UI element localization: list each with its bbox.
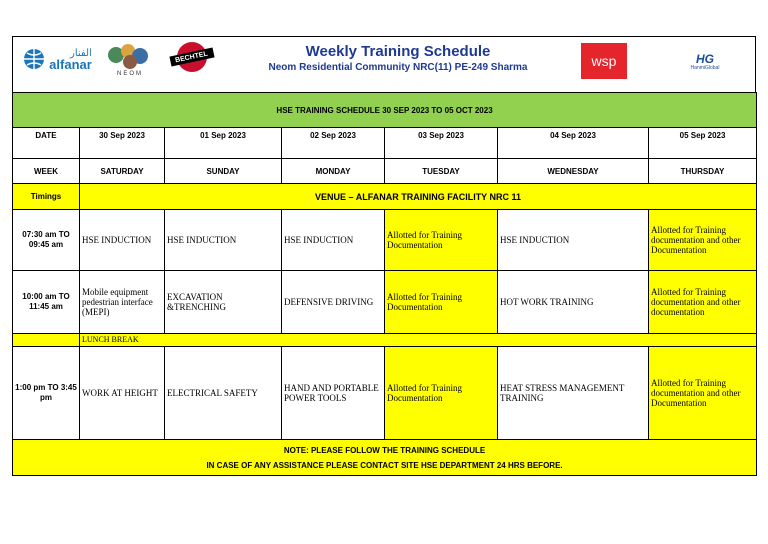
slot-row	[13, 210, 757, 271]
date-cell: 30 Sep 2023	[80, 128, 165, 159]
alfanar-logo	[17, 45, 97, 73]
slot-cell: HOT WORK TRAINING	[498, 271, 649, 334]
hanmi-logo	[675, 49, 735, 75]
slot-cell: HSE INDUCTION	[282, 210, 385, 271]
training-schedule-sheet	[12, 36, 756, 476]
note-cell	[13, 440, 757, 476]
slot-cell: ELECTRICAL SAFETY	[165, 347, 282, 440]
date-cell: 02 Sep 2023	[282, 128, 385, 159]
wsp-logo	[581, 43, 627, 79]
lunch-break: LUNCH BREAK	[80, 334, 757, 347]
note-row	[13, 440, 757, 476]
slot-time: 10:00 am TO 11:45 am	[13, 271, 80, 334]
document-header	[12, 36, 756, 92]
slot-cell: Mobile equipment pedestrian interface (MEPI)	[80, 271, 165, 334]
day-cell: MONDAY	[282, 159, 385, 184]
slot-cell: Allotted for Training Documentation	[385, 210, 498, 271]
page-title: Weekly Training Schedule	[305, 43, 491, 60]
slot-cell: Allotted for Training documentation and other documentation	[649, 271, 757, 334]
date-cell: 04 Sep 2023	[498, 128, 649, 159]
date-label: DATE	[13, 128, 80, 159]
banner-row	[13, 93, 757, 128]
slot-cell: HSE INDUCTION	[498, 210, 649, 271]
venue-row	[13, 184, 757, 210]
week-label: WEEK	[13, 159, 80, 184]
note-line-1: NOTE: PLEASE FOLLOW THE TRAINING SCHEDULE	[283, 445, 486, 455]
document-title-block	[233, 43, 563, 75]
slot-cell: DEFENSIVE DRIVING	[282, 271, 385, 334]
date-row	[13, 128, 757, 159]
bechtel-logo	[169, 40, 215, 74]
slot-cell: HEAT STRESS MANAGEMENT TRAINING	[498, 347, 649, 440]
slot-cell: HAND AND PORTABLE POWER TOOLS	[282, 347, 385, 440]
schedule-table	[12, 92, 757, 476]
day-cell: WEDNESDAY	[498, 159, 649, 184]
slot-time: 07:30 am TO 09:45 am	[13, 210, 80, 271]
neom-emblem-icon	[106, 43, 154, 71]
wsp-text: wsp	[591, 53, 617, 69]
slot-time: 1:00 pm TO 3:45 pm	[13, 347, 80, 440]
slot-cell: Allotted for Training Documentation	[385, 347, 498, 440]
slot-cell: Allotted for Training documentation and other Documentation	[649, 210, 757, 271]
week-row	[13, 159, 757, 184]
day-cell: TUESDAY	[385, 159, 498, 184]
lunch-spacer	[13, 334, 80, 347]
slot-cell: HSE INDUCTION	[80, 210, 165, 271]
neom-text: NEOM	[117, 71, 143, 77]
venue-text: VENUE – ALFANAR TRAINING FACILITY NRC 11	[80, 184, 757, 210]
schedule-banner: HSE TRAINING SCHEDULE 30 SEP 2023 TO 05 OCT 2023	[13, 93, 757, 128]
hanmi-text: HanmiGlobal	[690, 64, 720, 71]
slot-row	[13, 347, 757, 440]
slot-row	[13, 271, 757, 334]
slot-cell: WORK AT HEIGHT	[80, 347, 165, 440]
day-cell: SATURDAY	[80, 159, 165, 184]
day-cell: THURSDAY	[649, 159, 757, 184]
lunch-row	[13, 334, 757, 347]
slot-cell: HSE INDUCTION	[165, 210, 282, 271]
page-subtitle: Neom Residential Community NRC(11) PE-249 Sharma	[268, 62, 528, 73]
date-cell: 03 Sep 2023	[385, 128, 498, 159]
neom-logo	[105, 40, 155, 80]
bechtel-text: BECHTEL	[175, 50, 209, 64]
date-cell: 01 Sep 2023	[165, 128, 282, 159]
note-line-2: IN CASE OF ANY ASSISTANCE PLEASE CONTACT SITE HSE DEPARTMENT 24 HRS BEFORE.	[206, 460, 563, 470]
globe-icon	[22, 47, 46, 71]
date-cell: 05 Sep 2023	[649, 128, 757, 159]
hg-text: HG	[696, 51, 714, 66]
slot-cell: Allotted for Training documentation and other Documentation	[649, 347, 757, 440]
day-cell: SUNDAY	[165, 159, 282, 184]
alfanar-arabic-text: الفنار	[70, 48, 92, 59]
slot-cell: EXCAVATION &TRENCHING	[165, 271, 282, 334]
slot-cell: Allotted for Training Documentation	[385, 271, 498, 334]
alfanar-text: alfanar	[49, 57, 92, 72]
timings-label: Timings	[13, 184, 80, 210]
